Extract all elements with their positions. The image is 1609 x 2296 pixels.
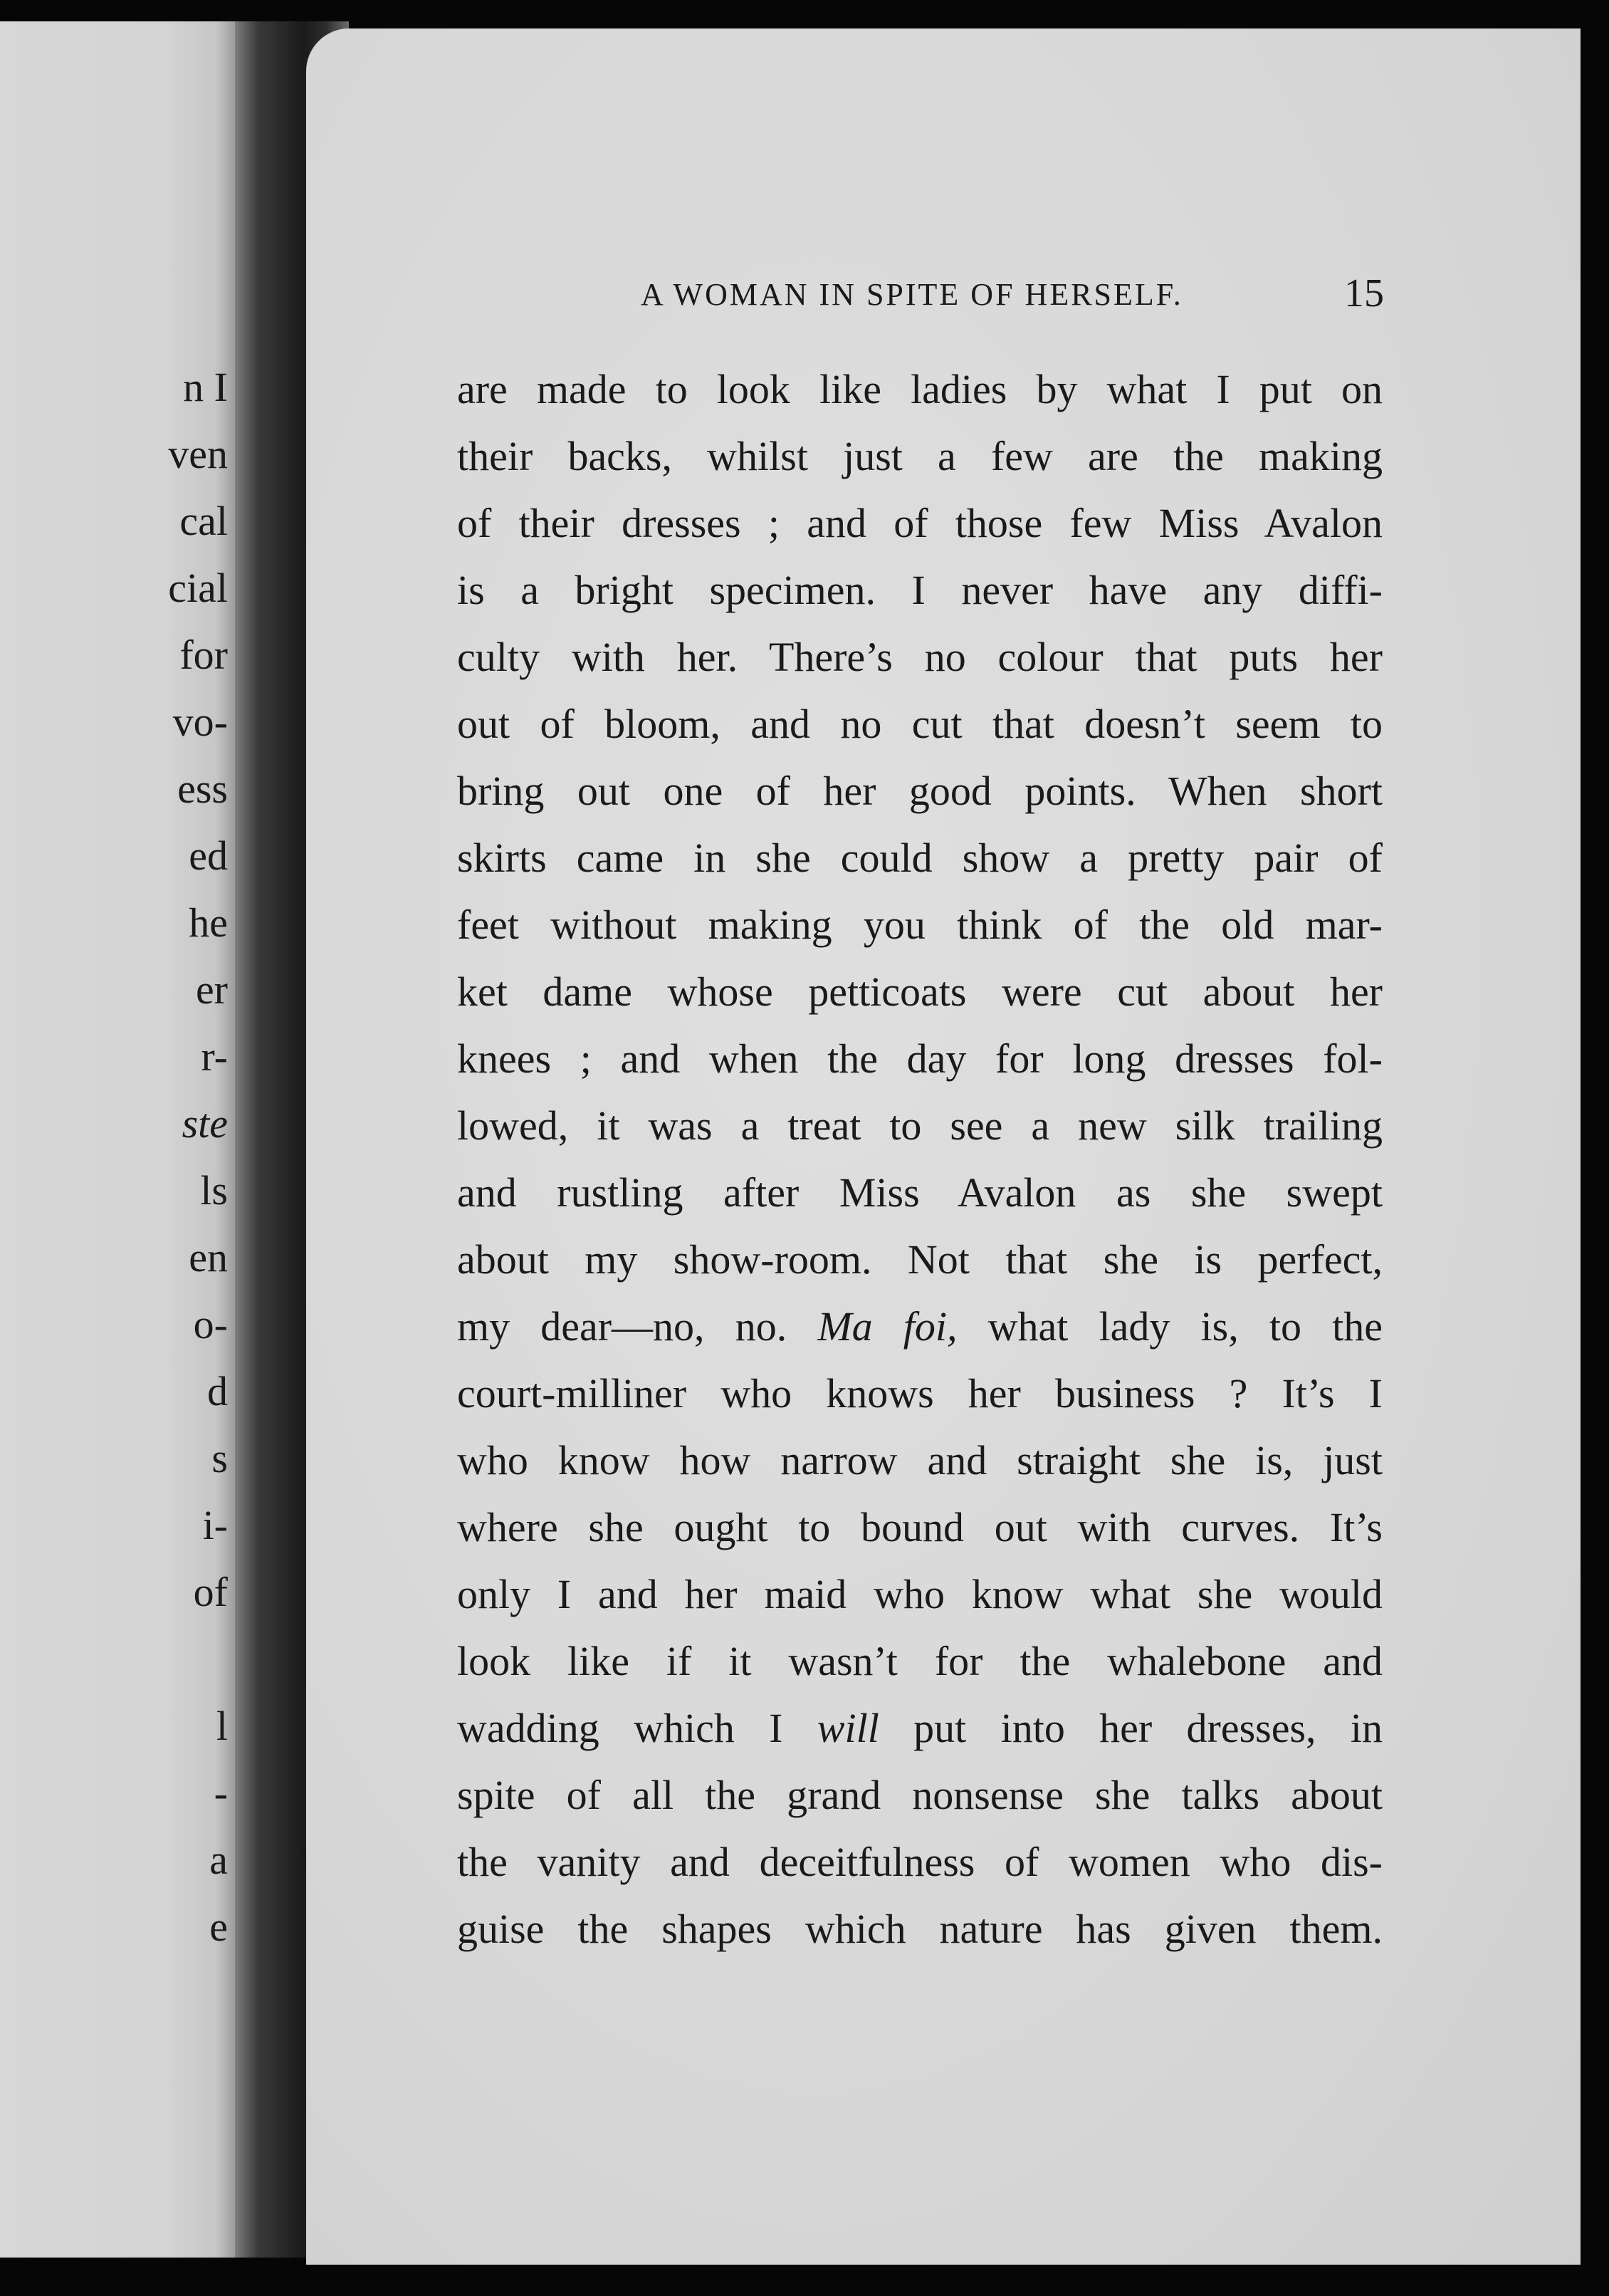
text-line: out of bloom, and no cut that doesn’t seem to xyxy=(457,701,1383,747)
text-line: look like if it wasn’t for the whalebone and xyxy=(457,1638,1383,1684)
text-line: spite of all the grand nonsense she talks about xyxy=(457,1772,1383,1818)
left-page-text-fragment: cial xyxy=(168,565,228,611)
left-page-text-fragment: of xyxy=(193,1569,228,1615)
left-page-text-fragment: ess xyxy=(177,766,228,812)
text-line: ket dame whose petticoats were cut about her xyxy=(457,969,1383,1015)
left-page-text-fragment: ed xyxy=(189,833,228,879)
italic-word: will xyxy=(817,1705,879,1751)
left-page-text-fragment: cal xyxy=(179,498,228,544)
text-line: who know how narrow and straight she is, just xyxy=(457,1437,1383,1483)
text-line: bring out one of her good points. When short xyxy=(457,768,1383,814)
text-line: and rustling after Miss Avalon as she swept xyxy=(457,1169,1383,1216)
text-run: put into her dresses, in xyxy=(913,1705,1383,1751)
text-line: skirts came in she could show a pretty pair of xyxy=(457,835,1383,881)
text-line: feet without making you think of the old mar- xyxy=(457,902,1383,948)
text-run: my dear—no, no. xyxy=(457,1303,787,1350)
left-page-text-fragment: en xyxy=(189,1234,228,1280)
text-line: their backs, whilst just a few are the making xyxy=(457,433,1383,479)
text-line-with-italic xyxy=(457,1293,1383,1360)
page-number: 15 xyxy=(1344,271,1384,315)
text-line: are made to look like ladies by what I put on xyxy=(457,366,1383,412)
text-line: guise the shapes which nature has given them. xyxy=(457,1906,1383,1952)
left-page-text-fragment: ls xyxy=(200,1167,228,1214)
left-page-text-fragment: e xyxy=(209,1904,228,1950)
text-line: of their dresses ; and of those few Miss Avalon xyxy=(457,500,1383,546)
body-text xyxy=(457,356,1383,1963)
text-line-with-italic xyxy=(457,1695,1383,1762)
text-line: only I and her maid who know what she would xyxy=(457,1571,1383,1617)
text-line: the vanity and deceitfulness of women who dis- xyxy=(457,1839,1383,1885)
left-page-text-fragment: s xyxy=(211,1435,228,1481)
left-page-text-fragment: for xyxy=(179,632,228,678)
text-run: wadding which I xyxy=(457,1705,783,1751)
left-page-text-fragment: ven xyxy=(168,431,228,477)
left-page-text-fragment: vo- xyxy=(172,699,228,745)
left-page-text-fragment: r- xyxy=(201,1033,228,1080)
left-page-text-fragment: d xyxy=(207,1368,228,1414)
left-page-text-fragment: o- xyxy=(193,1301,228,1347)
text-run: what lady is, to the xyxy=(987,1303,1383,1350)
text-line: culty with her. There’s no colour that puts her xyxy=(457,634,1383,680)
left-page-text-fragment: ste xyxy=(182,1100,228,1147)
left-page-fragment xyxy=(0,21,235,2258)
left-page-text-fragment: er xyxy=(195,966,228,1013)
left-page-text-fragment: - xyxy=(214,1770,228,1816)
text-line: about my show-room. Not that she is perfect, xyxy=(457,1236,1383,1283)
text-line: is a bright specimen. I never have any diffi- xyxy=(457,567,1383,613)
left-page-text-fragment: n I xyxy=(183,364,228,410)
text-line: court-milliner who knows her business ? It’s I xyxy=(457,1370,1383,1416)
italic-phrase: Ma foi, xyxy=(817,1303,958,1350)
running-head: A WOMAN IN SPITE OF HERSELF. xyxy=(641,277,1183,312)
left-page-text-fragment: a xyxy=(209,1837,228,1883)
text-line: where she ought to bound out with curves. It’s xyxy=(457,1504,1383,1550)
left-page-text-fragment: l xyxy=(216,1703,228,1749)
left-page-text-fragment: i- xyxy=(202,1502,228,1548)
text-line: knees ; and when the day for long dresses fol- xyxy=(457,1035,1383,1082)
text-line: lowed, it was a treat to see a new silk trailing xyxy=(457,1102,1383,1149)
left-page-text-fragment: he xyxy=(189,899,228,946)
